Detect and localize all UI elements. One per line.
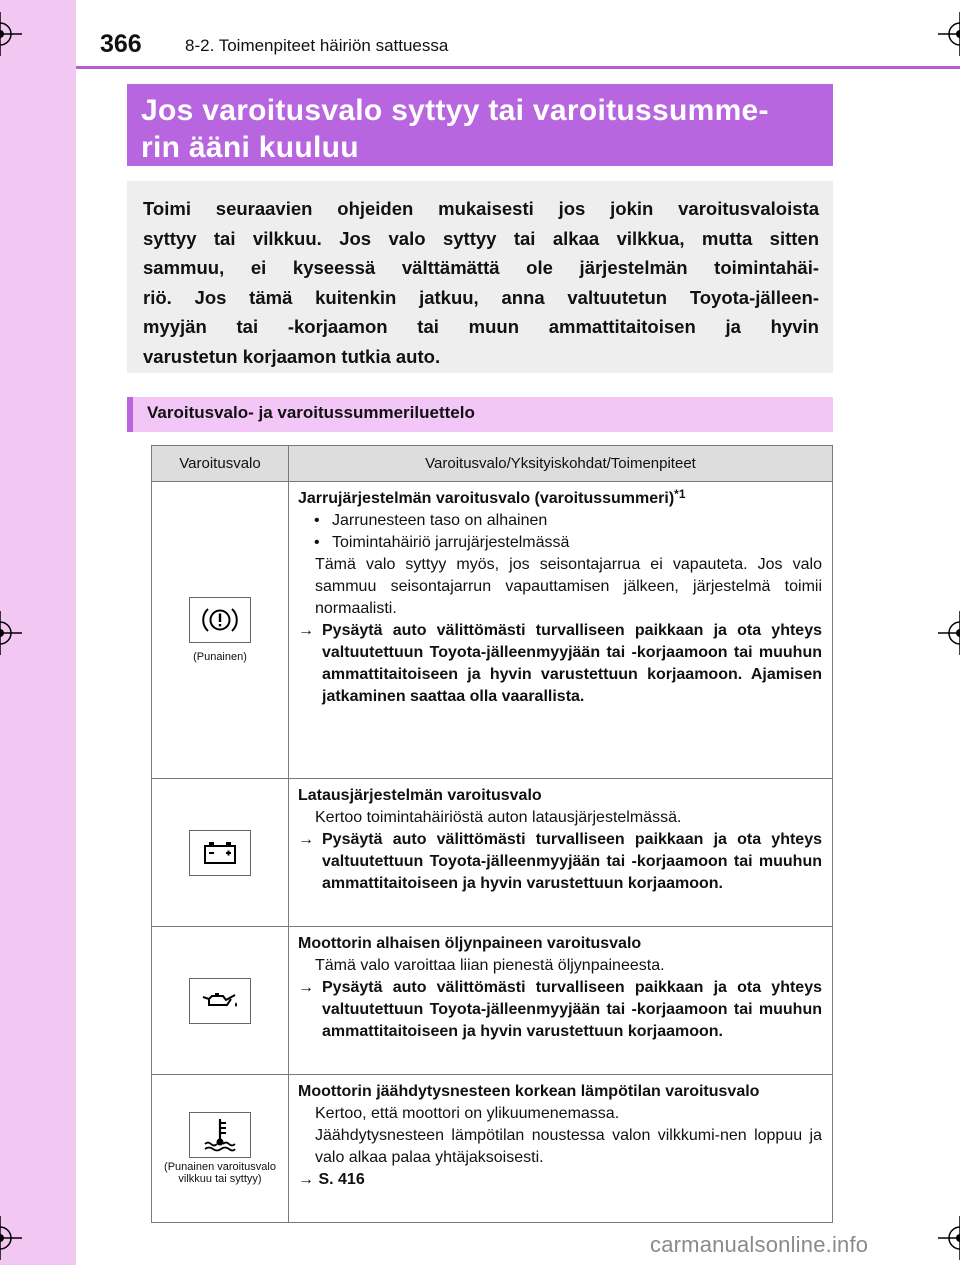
- intro-line: syttyy tai vilkkuu. Jos valo syttyy tai alkaa vilkkua, mutta sitten: [143, 227, 819, 249]
- list-item: • Jarrunesteen taso on alhainen: [314, 512, 548, 529]
- page-reference: → S. 416: [298, 1171, 365, 1188]
- table-row: [152, 927, 833, 1075]
- warning-text: Jäähdytysnesteen lämpötilan noustessa valon vilkkumi-nen loppuu ja valo alkaa palaa yhtäjaksoisesti.: [315, 1127, 822, 1166]
- icon-caption: (Punainen varoitusvalo vilkkuu tai syttyy): [164, 1161, 276, 1185]
- crop-mark-icon: [0, 1216, 22, 1260]
- description-cell: [289, 1075, 833, 1223]
- arrow-right-icon: →: [298, 622, 314, 639]
- action-text: → Pysäytä auto välittömästi turvalliseen paikkaan ja ota yhteys valtuutettuun Toyota-jälleenmyyjään tai -korjaamoon tai muuhun ammattitaitoiseen ja hyvin varustettuun korjaamoon.: [298, 831, 822, 892]
- crop-mark-icon: [938, 12, 960, 56]
- warning-title: Moottorin jäähdytysnesteen korkean lämpötilan varoitusvalo: [298, 1083, 760, 1100]
- description-cell: [289, 482, 833, 779]
- warning-light-table: [151, 445, 833, 1223]
- table-row: [152, 779, 833, 927]
- list-item: • Toimintahäiriö jarrujärjestelmässä: [314, 534, 570, 551]
- warning-text: Tämä valo varoittaa liian pienestä öljynpaineesta.: [315, 957, 665, 974]
- icon-cell: [152, 1075, 289, 1223]
- icon-caption: (Punainen): [193, 651, 247, 663]
- intro-line: varustetun korjaamon tutkia auto.: [143, 345, 441, 367]
- oil-pressure-icon: [189, 978, 251, 1024]
- page-number: 366: [100, 30, 142, 58]
- icon-cell: [152, 927, 289, 1075]
- table-row: [152, 1075, 833, 1223]
- header-rule: [76, 66, 960, 69]
- coolant-temperature-icon: [189, 1112, 251, 1158]
- arrow-right-icon: →: [298, 979, 314, 996]
- action-text: → Pysäytä auto välittömästi turvalliseen paikkaan ja ota yhteys valtuutettuun Toyota-jälleenmyyjään tai -korjaamoon tai muuhun ammattitaitoiseen ja hyvin varustettuun korjaamoon.: [298, 979, 822, 1040]
- arrow-right-icon: →: [298, 1171, 314, 1188]
- crop-mark-icon: [938, 611, 960, 655]
- warning-title: Jarrujärjestelmän varoitusvalo (varoitussummeri): [298, 490, 675, 507]
- warning-title: Moottorin alhaisen öljynpaineen varoitusvalo: [298, 935, 642, 952]
- column-header-light: Varoitusvalo: [152, 446, 289, 482]
- description-cell: [289, 927, 833, 1075]
- table-row: [152, 482, 833, 779]
- description-cell: [289, 779, 833, 927]
- footnote-marker: *1: [674, 487, 686, 501]
- section-header: 8-2. Toimenpiteet häiriön sattuessa: [185, 36, 449, 55]
- intro-line: riö. Jos tämä kuitenkin jatkuu, anna valtuutetun Toyota-jälleen-: [143, 286, 819, 308]
- brake-warning-icon: [189, 597, 251, 643]
- title-line-1: Jos varoitusvalo syttyy tai varoitussumme-: [141, 94, 769, 127]
- title-line-2: rin ääni kuuluu: [141, 131, 359, 164]
- intro-line: sammuu, ei kyseessä välttämättä ole järjestelmän toimintahäi-: [143, 257, 819, 278]
- icon-cell: [152, 482, 289, 779]
- intro-line: Toimi seuraavien ohjeiden mukaisesti jos jokin varoitusvaloista: [143, 198, 819, 219]
- warning-text: Kertoo toimintahäiriöstä auton latausjärjestelmässä.: [315, 809, 682, 826]
- warning-title: Latausjärjestelmän varoitusvalo: [298, 787, 542, 804]
- crop-mark-icon: [938, 1216, 960, 1260]
- warning-text: Kertoo, että moottori on ylikuumenemassa.: [315, 1105, 620, 1122]
- crop-mark-icon: [0, 12, 22, 56]
- section-heading: Varoitusvalo- ja varoitussummeriluettelo: [127, 397, 833, 432]
- intro-box: [127, 181, 833, 373]
- battery-charging-icon: [189, 830, 251, 876]
- column-header-details: Varoitusvalo/Yksityiskohdat/Toimenpiteet: [289, 446, 833, 482]
- action-text: → Pysäytä auto välittömästi turvalliseen paikkaan ja ota yhteys valtuutettuun Toyota-jälleenmyyjään tai -korjaamoon tai muuhun ammattitaitoiseen ja hyvin varustettuun korjaamoon. Ajamisen jatkaminen saattaa olla vaarallista.: [298, 622, 822, 705]
- warning-text: Tämä valo syttyy myös, jos seisontajarrua ei vapauteta. Jos valo sammuu seisontajarrun vapauttamisen jälkeen, järjestelmä toimii normaalisti.: [315, 556, 822, 617]
- arrow-right-icon: →: [298, 831, 314, 848]
- chapter-title: [127, 84, 833, 166]
- table-header-row: [152, 446, 833, 482]
- intro-line: myyjän tai -korjaamon tai muun ammattitaitoisen ja hyvin: [143, 316, 819, 337]
- icon-cell: [152, 779, 289, 927]
- watermark: carmanualsonline.info: [650, 1232, 869, 1257]
- crop-mark-icon: [0, 611, 22, 655]
